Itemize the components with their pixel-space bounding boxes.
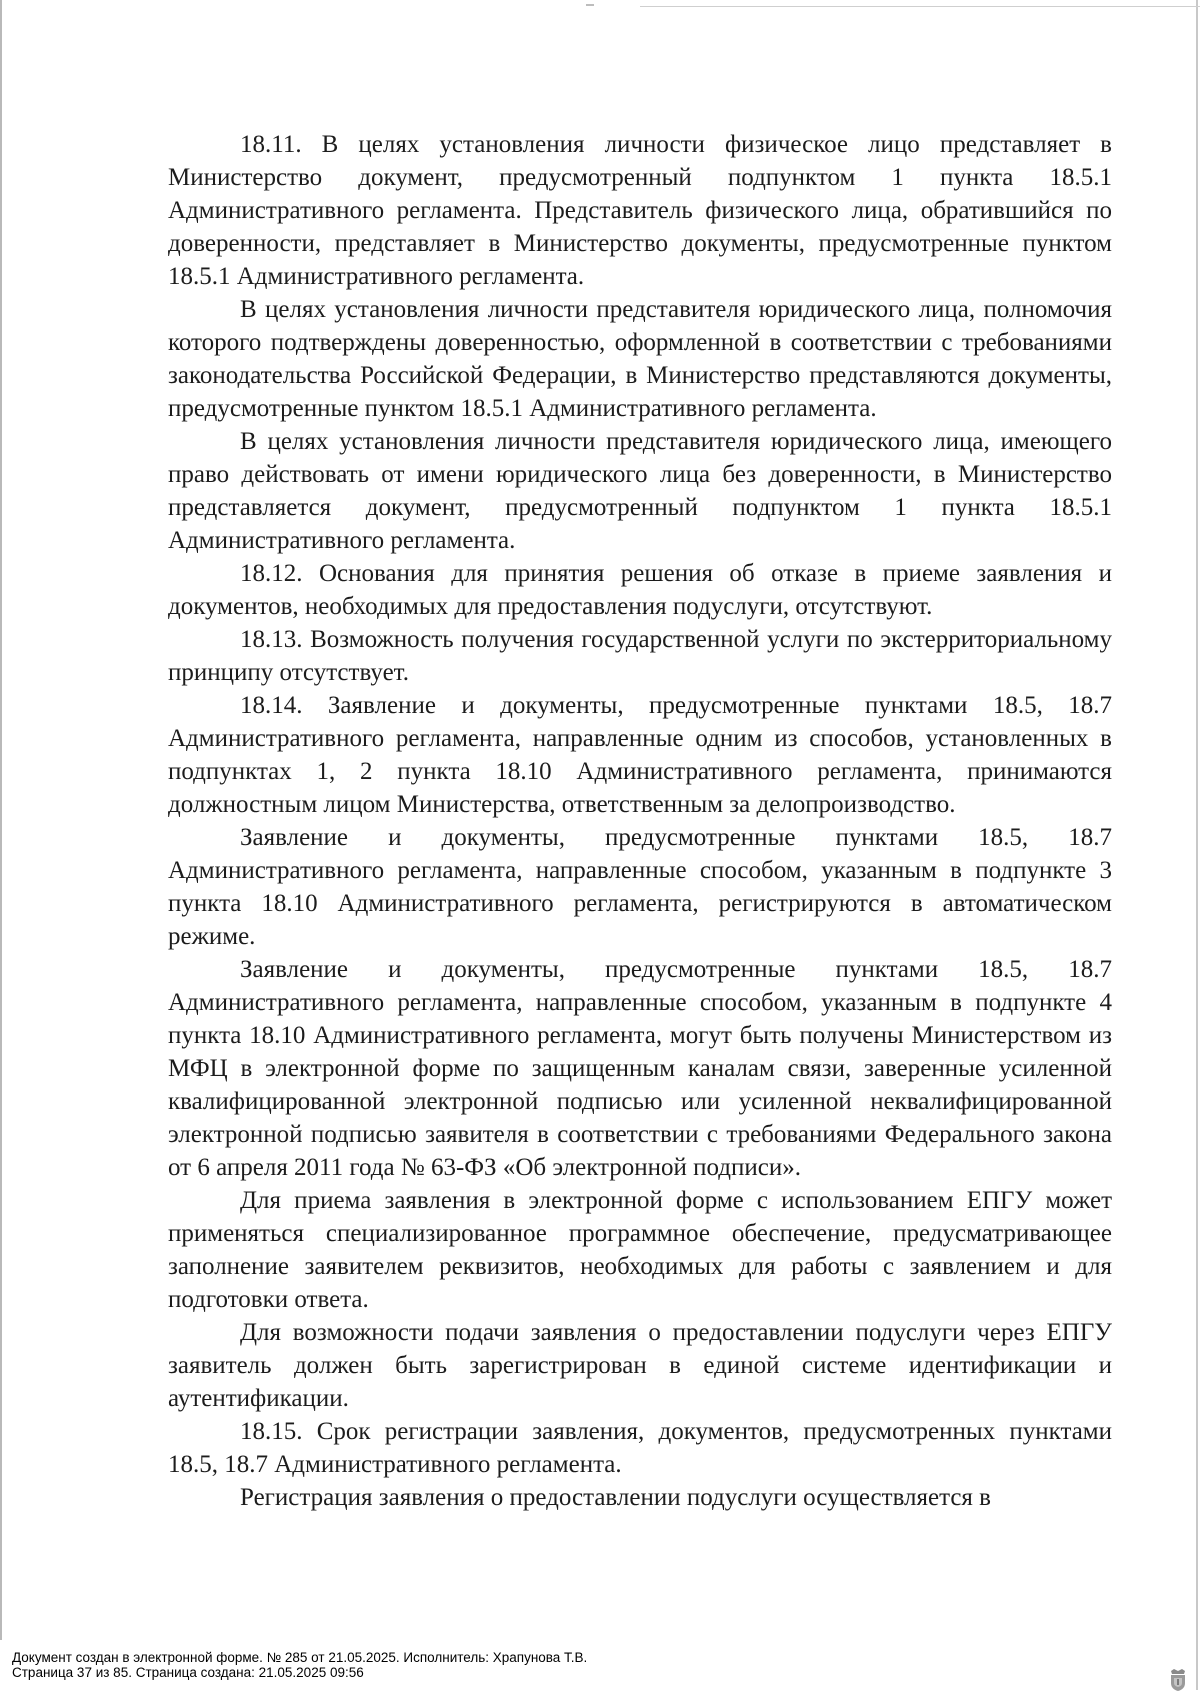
footer-line-creation: Документ создан в электронной форме. № 285 от 21.05.2025. Исполнитель: Храпунова Т.В. — [12, 1650, 588, 1665]
scan-edge-right — [1196, 0, 1198, 1690]
paragraph: Регистрация заявления о предоставлении подуслуги осуществляется в — [240, 1484, 991, 1511]
document-body — [168, 128, 1112, 1514]
paragraph: Заявление и документы, предусмотренные пунктами 18.5, 18.7 Административного регламента, направленные способом, указанным в подпункте 4 пункта 18.10 Административного регламента, могут быть получены Министерством из МФЦ в электронной форме по защищенным каналам связи, заверенные усиленной квалифицированной электронной подписью или усиленной неквалифицированной электронной подписью заявителя в соответствии с требованиями Федерального закона от 6 апреля 2011 года № 63-ФЗ «Об электронной подписи». — [168, 956, 1112, 1181]
scan-top-line — [640, 6, 1200, 7]
paragraph: Для возможности подачи заявления о предоставлении подуслуги через ЕПГУ заявитель должен быть зарегистрирован в единой системе идентификации и аутентификации. — [168, 1319, 1112, 1412]
scan-edge-left — [0, 0, 2, 1640]
paragraph: 18.14. Заявление и документы, предусмотренные пунктами 18.5, 18.7 Административного регламента, направленные одним из способов, установленных в подпунктах 1, 2 пункта 18.10 Административного регламента, принимаются должностным лицом Министерства, ответственным за делопроизводство. — [168, 692, 1112, 818]
document-footer — [12, 1650, 587, 1680]
paragraph: Для приема заявления в электронной форме с использованием ЕПГУ может применяться специализированное программное обеспечение, предусматривающее заполнение заявителем реквизитов, необходимых для работы с заявлением и для подготовки ответа. — [168, 1187, 1112, 1313]
scan-top-mark — [586, 4, 594, 6]
paragraph: 18.13. Возможность получения государственной услуги по экстерриториальному принципу отсутствует. — [168, 626, 1112, 686]
paragraph: 18.11. В целях установления личности физическое лицо представляет в Министерство документ, предусмотренный подпунктом 1 пункта 18.5.1 Административного регламента. Представитель физического лица, обратившийся по доверенности, представляет в Министерство документы, предусмотренные пунктом 18.5.1 Административного регламента. — [168, 131, 1112, 290]
footer-line-page-info: Страница 37 из 85. Страница создана: 21.05.2025 09:56 — [12, 1665, 364, 1680]
paragraph: 18.12. Основания для принятия решения об отказе в приеме заявления и документов, необходимых для предоставления подуслуги, отсутствуют. — [168, 560, 1112, 620]
paragraph: В целях установления личности представителя юридического лица, имеющего право действовать от имени юридического лица без доверенности, в Министерство представляется документ, предусмотренный подпунктом 1 пункта 18.5.1 Административного регламента. — [168, 428, 1112, 554]
paragraph: 18.15. Срок регистрации заявления, документов, предусмотренных пунктами 18.5, 18.7 Административного регламента. — [168, 1418, 1112, 1478]
paragraph: В целях установления личности представителя юридического лица, полномочия которого подтверждены доверенностью, оформленной в соответствии с требованиями законодательства Российской Федерации, в Министерство представляются документы, предусмотренные пунктом 18.5.1 Административного регламента. — [168, 296, 1112, 422]
paragraph: Заявление и документы, предусмотренные пунктами 18.5, 18.7 Административного регламента, направленные способом, указанным в подпункте 3 пункта 18.10 Административного регламента, регистрируются в автоматическом режиме. — [168, 824, 1112, 950]
coat-of-arms-icon — [1168, 1668, 1188, 1692]
